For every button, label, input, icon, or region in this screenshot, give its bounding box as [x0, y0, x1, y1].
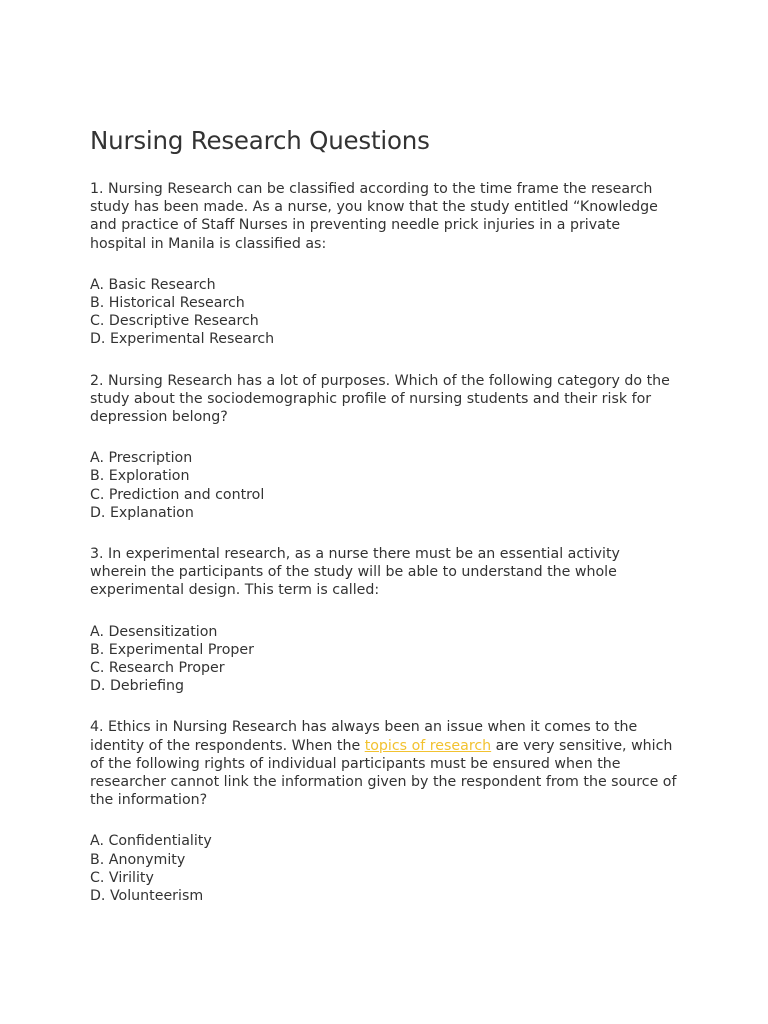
answer-option: A. Prescription — [90, 450, 193, 467]
question-text: 3. In experimental research, as a nurse there must be an essential activity wherein the participants of the study will be able to understand the whole experimental design. This term is called: — [90, 546, 620, 599]
answer-option: B. Exploration — [90, 468, 190, 485]
answer-option: A. Basic Research — [90, 276, 216, 293]
question-text-after-link: are very sensitive, which of the following rights of individual participants must be ensured when the researcher cannot link the information given by the respondent from the source of the information? — [90, 737, 677, 809]
answer-option: C. Descriptive Research — [90, 313, 259, 330]
question-text: 2. Nursing Research has a lot of purposes. Which of the following category do the study about the sociodemographic profile of nursing students and their risk for depression belong? — [90, 372, 670, 426]
topics-of-research-link[interactable]: topics of research — [364, 737, 492, 754]
question-4 — [90, 718, 680, 905]
answer-option: B. Historical Research — [90, 295, 245, 312]
answer-option: C. Research Proper — [90, 660, 225, 677]
question-2 — [90, 372, 680, 522]
answer-options — [90, 623, 680, 696]
answer-option: D. Debriefing — [90, 678, 185, 695]
question-text: 1. Nursing Research can be classified according to the time frame the research study has been made. As a nurse, you know that the study entitled “Knowledge and practice of Staff Nurses in preventing needle prick injuries in a private hospital in Manila is classified as: — [90, 181, 658, 252]
answer-option: C. Virility — [90, 869, 154, 886]
answer-option: D. Explanation — [90, 504, 194, 521]
answer-options — [90, 449, 680, 522]
page-title: Nursing Research Questions — [90, 126, 430, 155]
answer-option: D. Experimental Research — [90, 331, 275, 348]
document-content — [90, 124, 680, 928]
answer-option: B. Anonymity — [90, 851, 186, 868]
question-1 — [90, 180, 680, 349]
question-text — [90, 718, 680, 809]
answer-option: A. Desensitization — [90, 623, 218, 640]
question-text-before-link: 4. Ethics in Nursing Research has always been an issue when it comes to the identity of the respondents. When the — [90, 719, 638, 754]
answer-option: A. Confidentiality — [90, 833, 212, 850]
answer-option: B. Experimental Proper — [90, 641, 254, 658]
answer-option: D. Volunteerism — [90, 888, 204, 905]
answer-options — [90, 832, 680, 905]
question-3 — [90, 545, 680, 695]
answer-options — [90, 276, 680, 349]
answer-option: C. Prediction and control — [90, 486, 265, 503]
